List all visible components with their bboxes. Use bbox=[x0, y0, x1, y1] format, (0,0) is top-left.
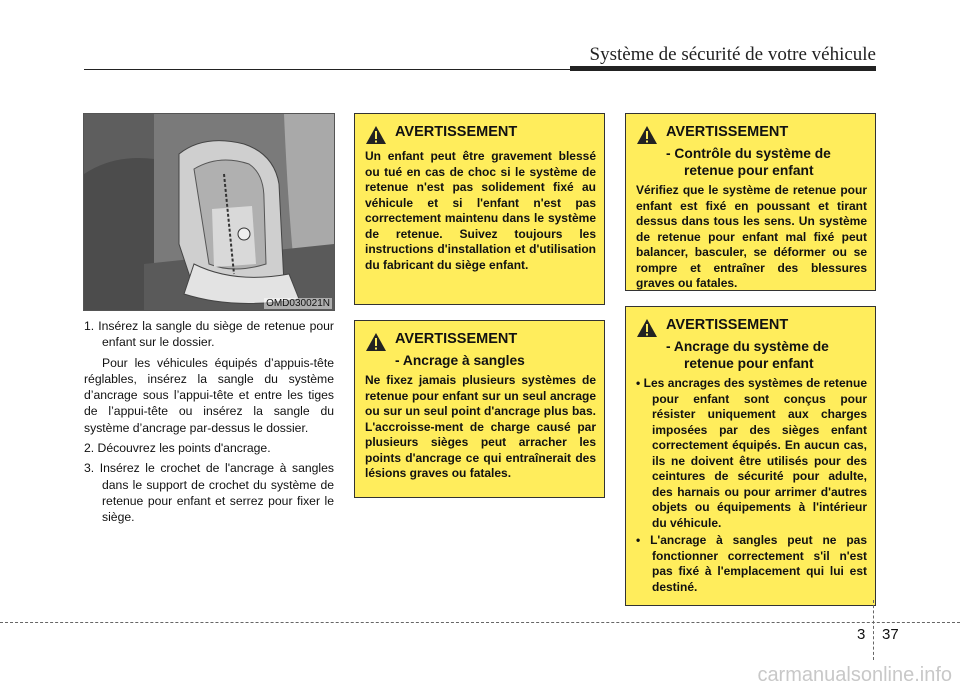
warning-triangle-icon bbox=[636, 318, 658, 338]
warning-box-anchorage bbox=[625, 306, 876, 606]
child-seat-photo bbox=[83, 113, 335, 311]
footer-divider bbox=[873, 600, 874, 660]
warning-title: AVERTISSEMENT bbox=[395, 331, 518, 347]
photo-code: OMD030021N bbox=[266, 298, 330, 309]
footer-rule bbox=[0, 622, 960, 623]
page-number: 37 bbox=[882, 626, 899, 643]
warning-header bbox=[636, 317, 867, 338]
page-header-title: Système de sécurité de votre véhicule bbox=[589, 44, 876, 65]
warning-body: Un enfant peut être gravement blessé ou tué en cas de choc si le système de retenue n'est pas solidement fixé au véhicule et si l'enfant n'est pas correctement maintenu dans le système de retenue. Suivez toujours les instructions d'installation et d'utilisation du fabricant du siège enfant. bbox=[365, 149, 596, 272]
warning-subtitle: - Contrôle du système de bbox=[666, 146, 831, 161]
warning-header bbox=[365, 124, 596, 145]
step-1-note: Pour les véhicules équipés d’appuis-tête réglables, insérez la sangle du système d’ancrage sous l’appui-tête et entre les tiges de l’appui-tête ou insérez la sangle du système d’ancrage par-dessus le dossier. bbox=[84, 355, 334, 435]
warning-triangle-icon bbox=[365, 332, 387, 352]
chapter-number: 3 bbox=[857, 626, 866, 643]
step-1: 1. Insérez la sangle du siège de retenue pour enfant sur le dossier. bbox=[84, 319, 334, 350]
watermark: carmanualsonline.info bbox=[757, 664, 952, 686]
warning-subtitle: - Ancrage du système de bbox=[666, 339, 829, 354]
warning-box-general bbox=[354, 113, 605, 305]
child-seat-illustration bbox=[84, 114, 334, 310]
warning-header bbox=[636, 124, 867, 145]
warning-title: AVERTISSEMENT bbox=[666, 317, 789, 333]
warning-body: Ne fixez jamais plusieurs systèmes de retenue pour enfant sur un seul ancrage ou sur un seul point d'ancrage plus bas. L'accroisse-ment de charge causé par plusieurs sièges peut arracher les points d'ancrage ce qui entraînerait des lésions graves ou fatales. bbox=[365, 373, 596, 480]
warning-box-check bbox=[625, 113, 876, 291]
warning-title: AVERTISSEMENT bbox=[666, 124, 789, 140]
warning-header bbox=[365, 331, 596, 352]
step-3: 3. Insérez le crochet de l'ancrage à sangles dans le support de crochet du système de retenue pour enfant et serrez pour fixer le siège. bbox=[84, 461, 334, 525]
warning-title: AVERTISSEMENT bbox=[395, 124, 518, 140]
warning-subtitle-cont: retenue pour enfant bbox=[684, 356, 814, 371]
warning-bullet: • Les ancrages des systèmes de retenue pour enfant sont conçus pour résister uniquement aux charges imposées par des sièges enfant correctement équipés. En aucun cas, ils ne doivent être utilisés pour des ceintures de sécurité pour adulte, des harnais ou pour arrimer d'autres objets ou équipements à l'intérieur du véhicule. bbox=[636, 376, 867, 530]
step-2: 2. Découvrez les points d'ancrage. bbox=[84, 441, 271, 456]
warning-body: Vérifiez que le système de retenue pour enfant est fixé en poussant et tirant dessus dans tous les sens. Un système de retenue pour enfant mal fixé peut balancer, basculer, se déformer ou se rompre et entraîner des blessures graves ou fatales. bbox=[636, 183, 867, 290]
warning-bullet: • L'ancrage à sangles peut ne pas fonctionner correctement s'il n'est pas fixé à l'emplacement qui lui est destiné. bbox=[636, 533, 867, 594]
installation-steps bbox=[84, 318, 334, 526]
warning-triangle-icon bbox=[636, 125, 658, 145]
header-rule-accent bbox=[570, 66, 876, 71]
warning-subtitle: - Ancrage à sangles bbox=[395, 353, 525, 368]
warning-subtitle-cont: retenue pour enfant bbox=[684, 163, 814, 178]
warning-triangle-icon bbox=[365, 125, 387, 145]
warning-body bbox=[636, 376, 867, 595]
warning-box-tether bbox=[354, 320, 605, 498]
